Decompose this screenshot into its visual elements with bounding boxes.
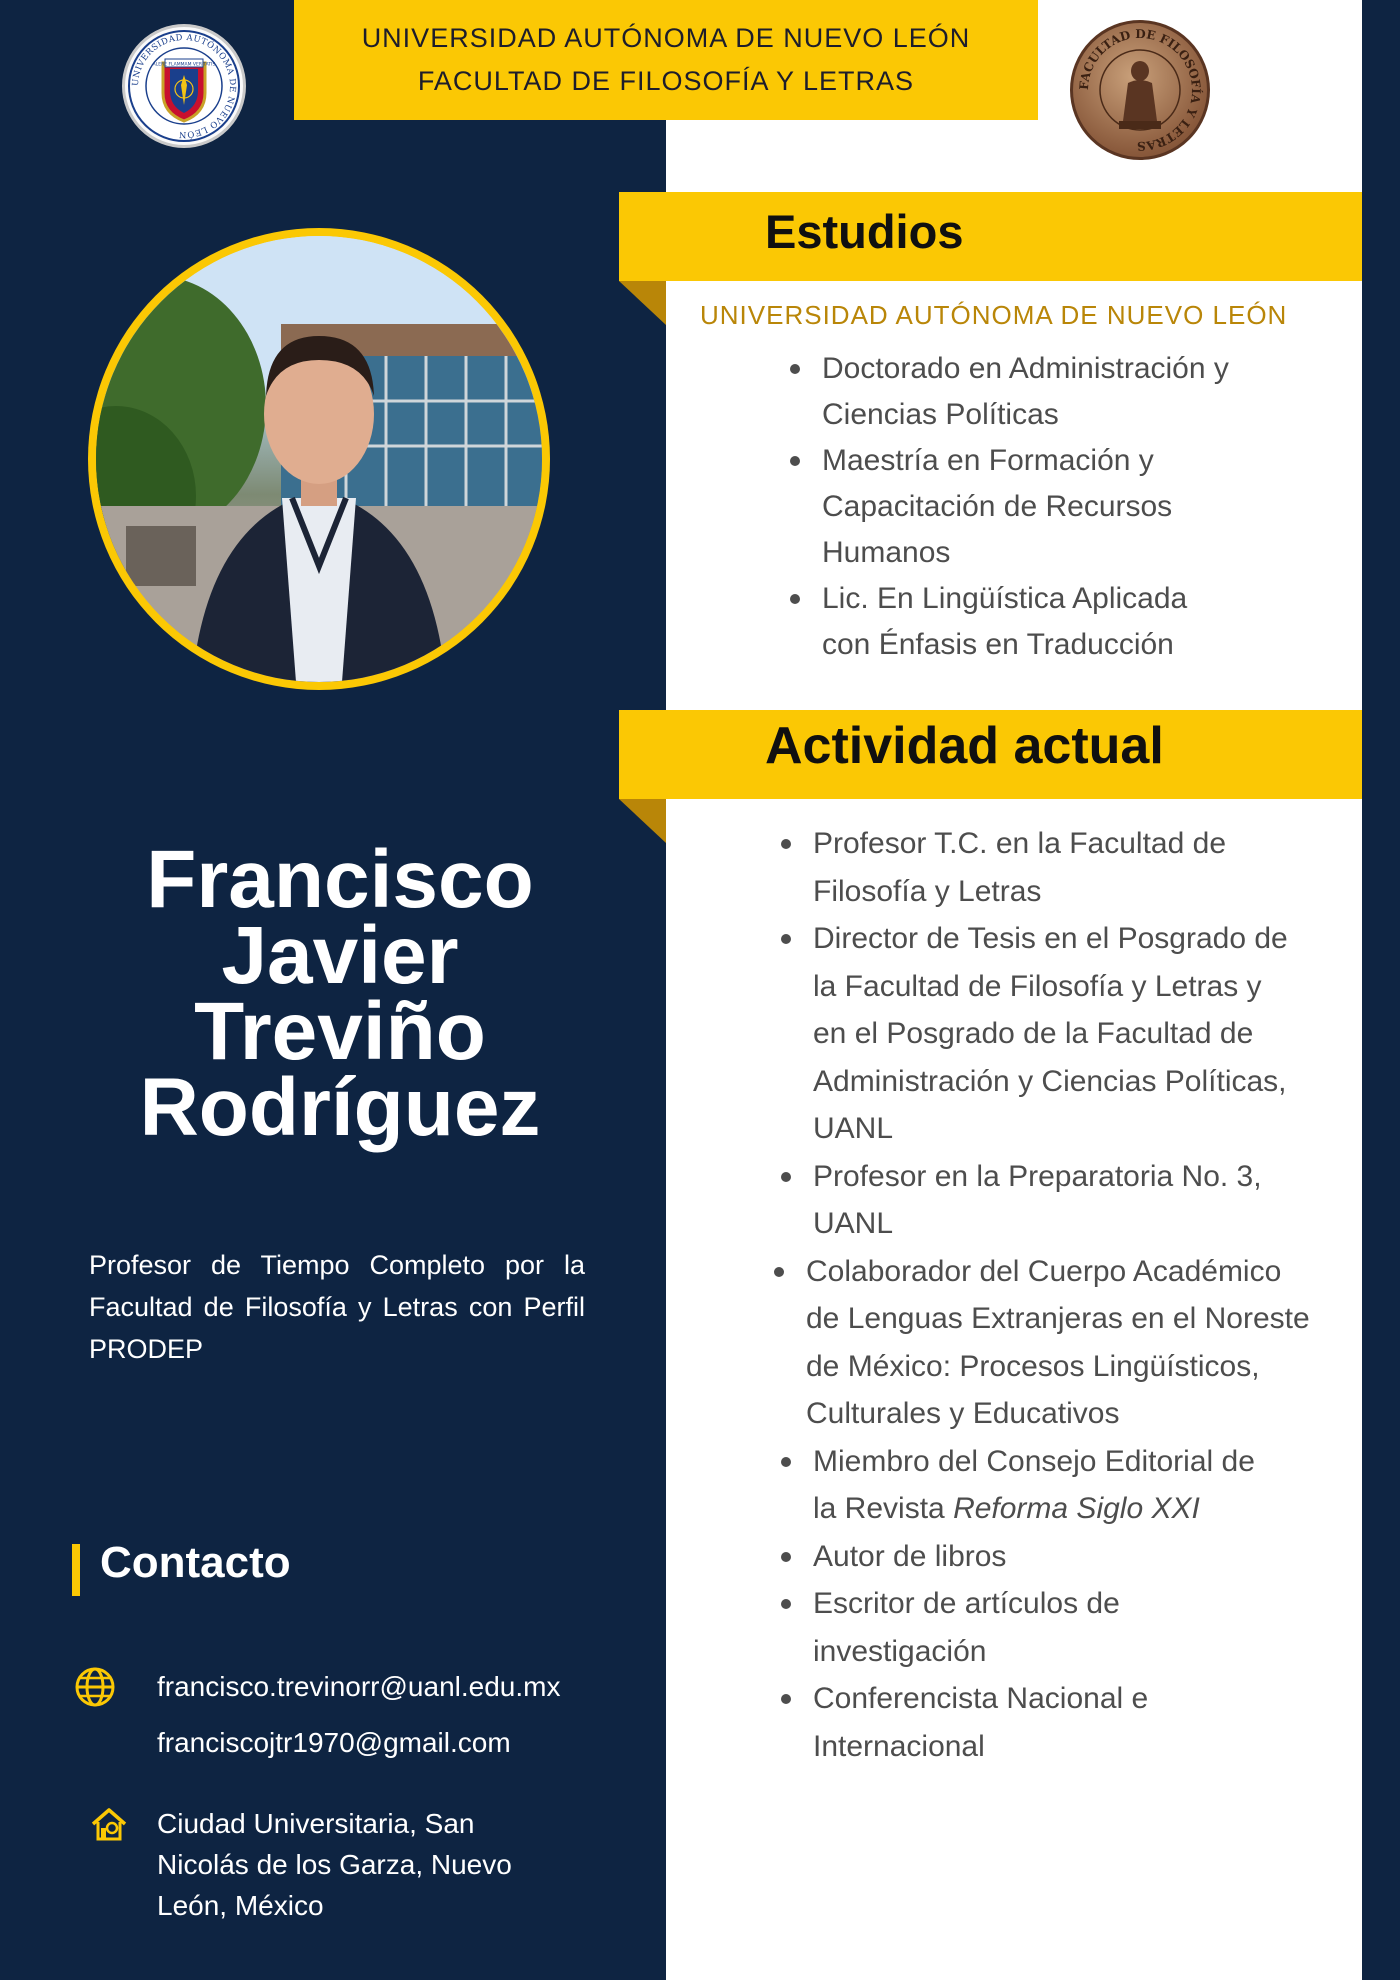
studies-item-1-line-2: Ciencias Políticas bbox=[822, 398, 1059, 431]
activity-item-2-line-5: UANL bbox=[813, 1112, 894, 1145]
activity-item-8-line-2: Internacional bbox=[813, 1729, 985, 1763]
activity-item-1-line-2: Filosofía y Letras bbox=[813, 874, 1042, 908]
activity-item-7-line-2: investigación bbox=[813, 1634, 987, 1668]
magazine-name: Reforma Siglo XXI bbox=[953, 1492, 1200, 1525]
studies-institution: UNIVERSIDAD AUTÓNOMA DE NUEVO LEÓN bbox=[700, 300, 1288, 330]
ffyl-seal-graphic bbox=[1073, 23, 1207, 157]
activity-item bbox=[813, 820, 1310, 915]
studies-banner-fold bbox=[619, 281, 666, 325]
activity-item-3-line-1: Profesor en la Preparatoria No. 3, bbox=[813, 1159, 1262, 1193]
studies-item-3-line-1: Lic. En Lingüística Aplicada bbox=[822, 582, 1188, 615]
email-secondary-link[interactable]: franciscojtr1970@gmail.com bbox=[157, 1727, 511, 1758]
address-line-1: Ciudad Universitaria, San bbox=[157, 1808, 475, 1839]
contact-accent-bar bbox=[72, 1544, 80, 1596]
header-banner bbox=[294, 0, 1038, 120]
activity-item bbox=[813, 1533, 1310, 1581]
studies-item bbox=[822, 438, 1229, 576]
activity-item bbox=[813, 1153, 1310, 1248]
studies-item-3-line-2: con Énfasis en Traducción bbox=[822, 628, 1174, 661]
activity-item-4-line-4: Culturales y Educativos bbox=[806, 1397, 1120, 1430]
name-line-2: Javier bbox=[221, 910, 459, 1001]
header-faculty-name: FACULTAD DE FILOSOFÍA Y LETRAS bbox=[417, 66, 915, 96]
studies-item-1-line-1: Doctorado en Administración y bbox=[822, 352, 1229, 385]
globe-icon bbox=[74, 1666, 116, 1712]
activity-item-2-line-2: la Facultad de Filosofía y Letras y bbox=[813, 969, 1262, 1003]
address-line-2: Nicolás de los Garza, Nuevo bbox=[157, 1849, 512, 1880]
studies-list bbox=[822, 346, 1229, 668]
svg-text:UNIVERSIDAD AUTÓNOMA DE NUEVO: UNIVERSIDAD AUTÓNOMA DE NUEVO LEÓN bbox=[130, 32, 238, 140]
email-primary-link[interactable]: francisco.trevinorr@uanl.edu.mx bbox=[157, 1671, 561, 1702]
person-name bbox=[60, 834, 620, 1153]
activity-item-2-line-3: en el Posgrado de la Facultad de bbox=[813, 1017, 1254, 1050]
profile-subtitle: Profesor de Tiempo Completo por la Facultad de Filosofía y Letras con Perfil PRODEP bbox=[89, 1250, 585, 1364]
studies-item bbox=[822, 576, 1229, 668]
activity-item-5-line-1: Miembro del Consejo Editorial de bbox=[813, 1444, 1255, 1478]
name-line-3: Treviño bbox=[194, 986, 486, 1077]
activity-item-8-line-1: Conferencista Nacional e bbox=[813, 1682, 1149, 1715]
activity-item-2-line-4: Administración y Ciencias Políticas, bbox=[813, 1064, 1287, 1098]
uanl-seal-logo bbox=[122, 24, 246, 148]
name-line-4: Rodríguez bbox=[139, 1062, 541, 1153]
activity-item-7-line-1: Escritor de artículos de bbox=[813, 1587, 1120, 1620]
activity-item-3-line-2: UANL bbox=[813, 1207, 894, 1240]
home-icon bbox=[90, 1806, 128, 1846]
activity-item-2-line-1: Director de Tesis en el Posgrado de bbox=[813, 922, 1288, 955]
activity-item bbox=[813, 1675, 1310, 1770]
activity-list bbox=[806, 820, 1310, 1770]
activity-item-4-line-1: Colaborador del Cuerpo Académico bbox=[806, 1254, 1282, 1288]
contact-title: Contacto bbox=[100, 1538, 291, 1587]
activity-item-4-line-2: de Lenguas Extranjeras en el Noreste bbox=[806, 1302, 1310, 1335]
activity-item-5-line-2 bbox=[813, 1485, 1310, 1533]
activity-item-1-line-1: Profesor T.C. en la Facultad de bbox=[813, 827, 1226, 860]
svg-text:FACULTAD DE FILOSOFÍA Y LETRAS: FACULTAD DE FILOSOFÍA Y LETRAS bbox=[1076, 26, 1204, 154]
name-line-1: Francisco bbox=[146, 834, 534, 925]
ffyl-seal-logo bbox=[1070, 20, 1210, 160]
svg-text:ALERE FLAMMAM VERITATIS: ALERE FLAMMAM VERITATIS bbox=[152, 62, 216, 68]
right-edge-strip bbox=[1362, 0, 1400, 1980]
studies-banner bbox=[619, 192, 1362, 281]
profile-photo bbox=[96, 236, 542, 682]
activity-item bbox=[806, 1248, 1310, 1438]
uanl-seal-graphic bbox=[125, 27, 243, 145]
studies-item bbox=[822, 346, 1229, 438]
studies-item-2-line-1: Maestría en Formación y bbox=[822, 444, 1154, 477]
activity-item-4-line-3: de México: Procesos Lingüísticos, bbox=[806, 1349, 1260, 1383]
activity-item bbox=[813, 1580, 1310, 1675]
profile-photo-illustration bbox=[96, 236, 542, 682]
activity-banner-fold bbox=[619, 799, 666, 843]
activity-item-6-line-1: Autor de libros bbox=[813, 1539, 1007, 1573]
activity-item bbox=[813, 915, 1310, 1153]
address-line-3: León, México bbox=[157, 1890, 324, 1921]
studies-item-2-line-3: Humanos bbox=[822, 536, 951, 569]
activity-item-5-line-2-text: la Revista bbox=[813, 1492, 954, 1525]
profile-photo-frame bbox=[88, 228, 550, 690]
activity-title: Actividad actual bbox=[765, 717, 1164, 775]
studies-title: Estudios bbox=[765, 205, 964, 258]
header-university-name: UNIVERSIDAD AUTÓNOMA DE NUEVO LEÓN bbox=[361, 23, 971, 53]
activity-item bbox=[813, 1438, 1310, 1533]
address bbox=[157, 1803, 512, 1926]
studies-item-2-line-2: Capacitación de Recursos bbox=[822, 490, 1173, 523]
